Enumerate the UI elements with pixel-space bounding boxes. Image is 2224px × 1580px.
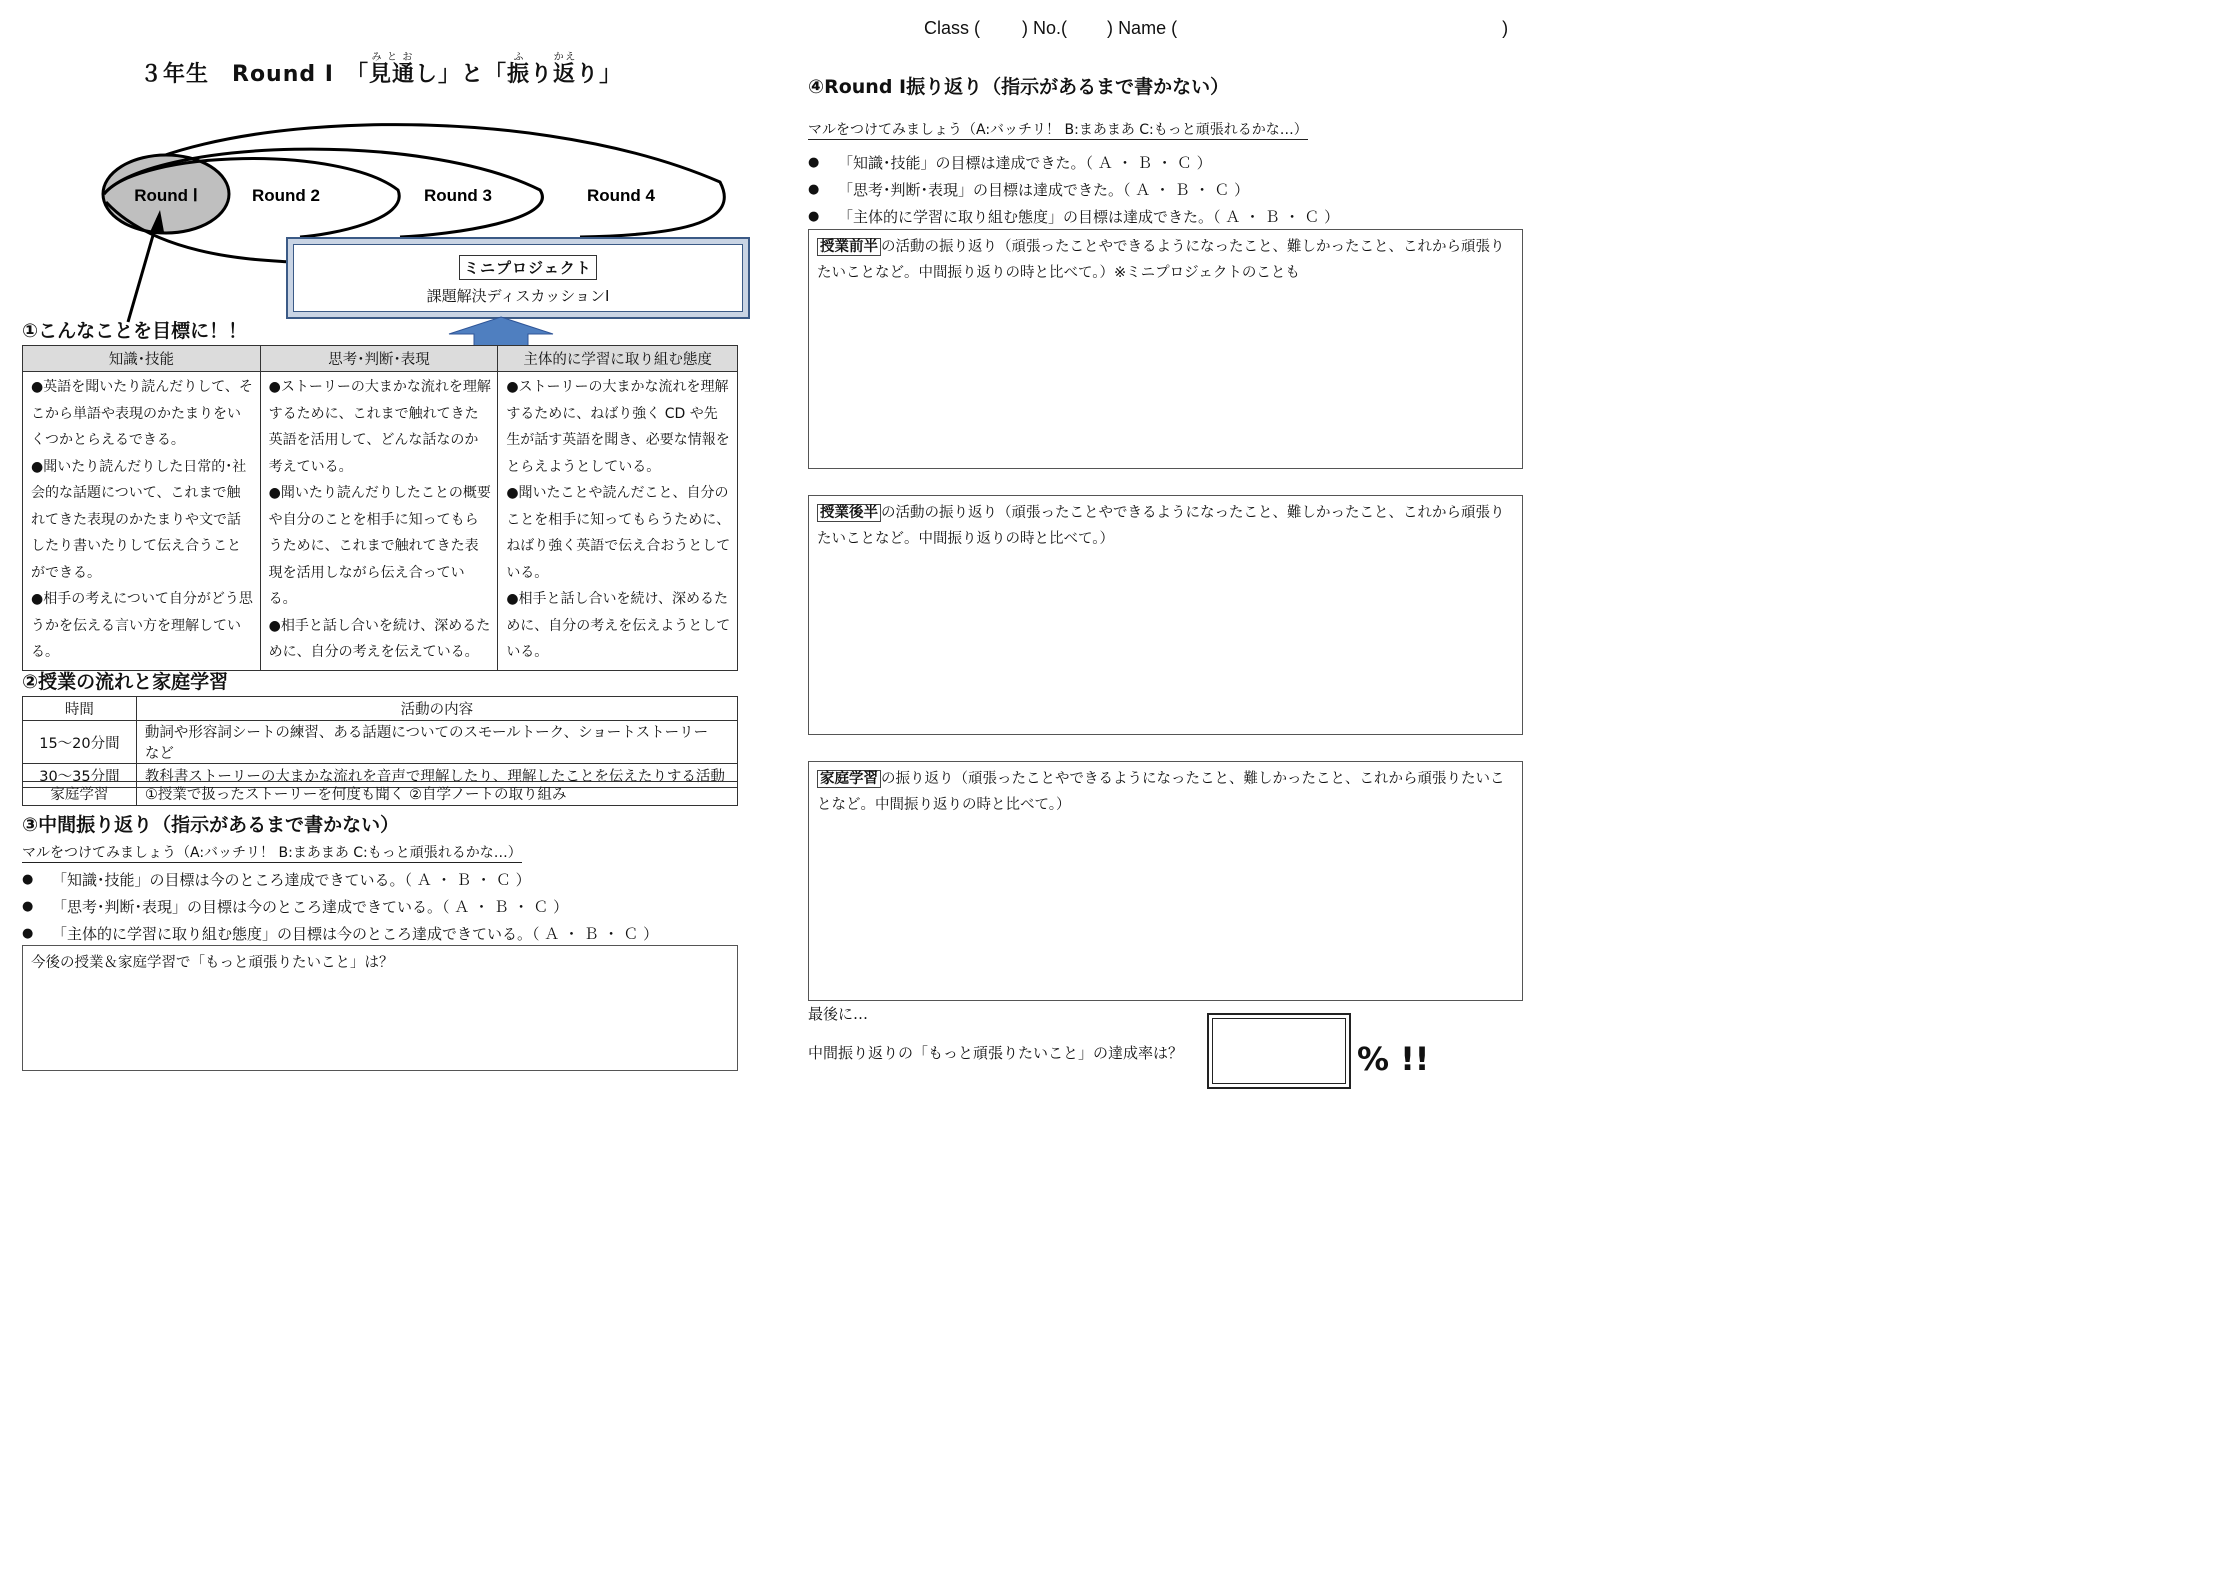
goals-header-knowledge: 知識･技能 bbox=[23, 346, 261, 372]
bullet-icon: ● bbox=[22, 899, 34, 914]
no-label: No.( bbox=[1033, 18, 1068, 38]
name-close: ) bbox=[1502, 18, 1509, 38]
home-study-table bbox=[22, 781, 738, 806]
section4-instruction-text: マルをつけてみましょう（A:バッチリ！ B:まあまあ C:もっと頑張れるかな…） bbox=[808, 122, 1308, 138]
class-close: ) bbox=[1022, 18, 1029, 38]
section1-heading: ①こんなことを目標に！！ bbox=[22, 320, 248, 342]
flow-header-time: 時間 bbox=[23, 697, 137, 721]
goals-header-thinking: 思考･判断･表現 bbox=[260, 346, 498, 372]
section3-answer-prompt: 今後の授業＆家庭学習で「もっと頑張りたいこと」は？ bbox=[31, 955, 394, 971]
bullet-icon: ● bbox=[22, 926, 34, 941]
checklist-item-text: 「思考･判断･表現」の目標は達成できた。（ Ａ ・ Ｂ ・ Ｃ ） bbox=[838, 181, 1250, 199]
final-question: 中間振り返りの「もっと頑張りたいこと」の達成率は？ bbox=[808, 1044, 1184, 1062]
goals-cell-thinking: ●ストーリーの大まかな流れを理解するために、これまで触れてきた英語を活用して、どんな話なのか考えている。 ●聞いたり読んだりしたことの概要や自分のことを相手に知ってもらうために、これまで触れてきた表現を活用しながら伝え合っている。 ●相手と話し合いを続け、深めるために、自分の考えを伝えている。 bbox=[260, 372, 498, 671]
reflection-prompt: の振り返り（頑張ったことやできるようになったこと、難しかったこと、これから頑張りたいことなど。中間振り返りの時と比べて。） bbox=[817, 771, 1505, 813]
mini-project-subtitle: 課題解決ディスカッションⅠ bbox=[426, 287, 610, 305]
round-4-label: Round 4 bbox=[587, 186, 655, 205]
reflection-box-first-half[interactable] bbox=[808, 229, 1523, 469]
keyword-first-half: 授業前半 bbox=[817, 238, 881, 256]
title-mid: り bbox=[530, 62, 554, 87]
checklist-item[interactable] bbox=[808, 176, 1339, 203]
goals-header-attitude: 主体的に学習に取り組む態度 bbox=[498, 346, 738, 372]
page-title bbox=[140, 52, 622, 88]
section3-answer-box[interactable] bbox=[22, 945, 738, 1071]
section4-checklist bbox=[808, 149, 1339, 230]
flow-row-time: 30～35分間 bbox=[23, 764, 137, 788]
flow-table bbox=[22, 696, 738, 788]
achievement-rate-box[interactable] bbox=[1207, 1013, 1351, 1089]
title-ruby-mitoo bbox=[368, 52, 415, 87]
checklist-item-text: 「主体的に学習に取り組む態度」の目標は今のところ達成できている。（ Ａ ・ Ｂ ・ Ｃ ） bbox=[52, 925, 659, 943]
flow-row-activity: 教科書ストーリーの大まかな流れを音声で理解したり、理解したことを伝えたりする活動 bbox=[136, 764, 737, 788]
title-word3: 返 bbox=[553, 62, 577, 87]
goals-cell-knowledge: ●英語を聞いたり読んだりして、そこから単語や表現のかたまりをいくつかとらえるできる。 ●聞いたり読んだりした日常的･社会的な話題について、これまで触れてきた表現のかたまりや文で話したり書いたりして伝え合うことができる。 ●相手の考えについて自分がどう思うかを伝える言い方を理解している。 bbox=[23, 372, 261, 671]
checklist-item-text: 「思考･判断･表現」の目標は今のところ達成できている。（ Ａ ・ Ｂ ・ Ｃ ） bbox=[52, 898, 569, 916]
section3-checklist bbox=[22, 866, 658, 947]
round-1-label: Round Ⅰ bbox=[134, 186, 198, 205]
bullet-icon: ● bbox=[808, 155, 820, 170]
checklist-item-text: 「知識･技能」の目標は達成できた。（ Ａ ・ Ｂ ・ Ｃ ） bbox=[838, 154, 1212, 172]
mini-project-title: ミニプロジェクト bbox=[459, 255, 597, 280]
reflection-box-second-half-text bbox=[809, 496, 1522, 556]
title-word1: 見通 bbox=[368, 62, 415, 87]
title-ruby-kaeri bbox=[553, 52, 577, 87]
pointer-arrow-line bbox=[128, 218, 158, 322]
percent-suffix: % !! bbox=[1357, 1040, 1430, 1078]
title-prefix: ３年生 Round Ⅰ 「 bbox=[140, 62, 369, 87]
reflection-prompt: の活動の振り返り（頑張ったことやできるようになったこと、難しかったこと、これから頑張りたいことなど。中間振り返りの時と比べて。）※ミニプロジェクトのことも bbox=[817, 239, 1505, 281]
section3-instruction bbox=[22, 842, 522, 862]
checklist-item[interactable] bbox=[22, 866, 658, 893]
goals-cell-attitude: ●ストーリーの大まかな流れを理解するために、ねばり強く CD や先生が話す英語を聞き、必要な情報をとらえようとしている。 ●聞いたことや読んだこと、自分のことを相手に知ってもらうために、ねばり強く英語で伝え合おうとしている。 ●相手と話し合いを続け、深めるために、自分の考えを伝えようとしている。 bbox=[498, 372, 738, 671]
title-ruby1: みとお bbox=[368, 52, 415, 63]
reflection-prompt: の活動の振り返り（頑張ったことやできるようになったこと、難しかったこと、これから頑張りたいことなど。中間振り返りの時と比べて。） bbox=[817, 505, 1505, 547]
flow-row-time: 15～20分間 bbox=[23, 721, 137, 764]
home-study-label: 家庭学習 bbox=[23, 782, 137, 806]
goals-table bbox=[22, 345, 738, 671]
no-close: ) bbox=[1107, 18, 1114, 38]
title-ruby-furi bbox=[507, 52, 531, 87]
final-lead: 最後に… bbox=[808, 1005, 869, 1023]
reflection-box-second-half[interactable] bbox=[808, 495, 1523, 735]
section4-instruction bbox=[808, 119, 1308, 139]
checklist-item[interactable] bbox=[808, 149, 1339, 176]
checklist-item[interactable] bbox=[22, 920, 658, 947]
title-suffix: り」 bbox=[576, 62, 623, 87]
achievement-rate-inner bbox=[1212, 1018, 1346, 1084]
title-ruby3: かえ bbox=[553, 52, 577, 63]
title-word1-suffix: し」と「 bbox=[415, 62, 508, 87]
student-info-line bbox=[924, 18, 1508, 39]
title-ruby2: ふ bbox=[507, 52, 531, 63]
round-2-label: Round 2 bbox=[252, 186, 320, 205]
mini-project-box bbox=[286, 237, 750, 319]
name-label: Name ( bbox=[1118, 18, 1178, 38]
section3-instruction-text: マルをつけてみましょう（A:バッチリ！ B:まあまあ C:もっと頑張れるかな…） bbox=[22, 845, 522, 861]
bullet-icon: ● bbox=[808, 209, 820, 224]
round-3-label: Round 3 bbox=[424, 186, 492, 205]
keyword-second-half: 授業後半 bbox=[817, 504, 881, 522]
keyword-home-study: 家庭学習 bbox=[817, 770, 881, 788]
bullet-icon: ● bbox=[808, 182, 820, 197]
checklist-item[interactable] bbox=[22, 893, 658, 920]
reflection-box-home-study[interactable] bbox=[808, 761, 1523, 1001]
checklist-item[interactable] bbox=[808, 203, 1339, 230]
checklist-item-text: 「知識･技能」の目標は今のところ達成できている。（ Ａ ・ Ｂ ・ Ｃ ） bbox=[52, 871, 531, 889]
section2-heading: ②授業の流れと家庭学習 bbox=[22, 671, 229, 693]
section3-heading: ③中間振り返り（指示があるまで書かない） bbox=[22, 814, 400, 836]
reflection-box-first-half-text bbox=[809, 230, 1522, 290]
title-word2: 振 bbox=[507, 62, 531, 87]
home-study-value: ①授業で扱ったストーリーを何度も聞く ②自学ノートの取り組み bbox=[136, 782, 737, 806]
checklist-item-text: 「主体的に学習に取り組む態度」の目標は達成できた。（ Ａ ・ Ｂ ・ Ｃ ） bbox=[838, 208, 1340, 226]
flow-row-activity: 動詞や形容詞シートの練習、ある話題についてのスモールトーク、ショートストーリー など bbox=[136, 721, 737, 764]
reflection-box-home-study-text bbox=[809, 762, 1522, 822]
section4-heading: ④Round Ⅰ振り返り（指示があるまで書かない） bbox=[808, 76, 1230, 98]
bullet-icon: ● bbox=[22, 872, 34, 887]
flow-header-activity: 活動の内容 bbox=[136, 697, 737, 721]
class-label: Class ( bbox=[924, 18, 981, 38]
